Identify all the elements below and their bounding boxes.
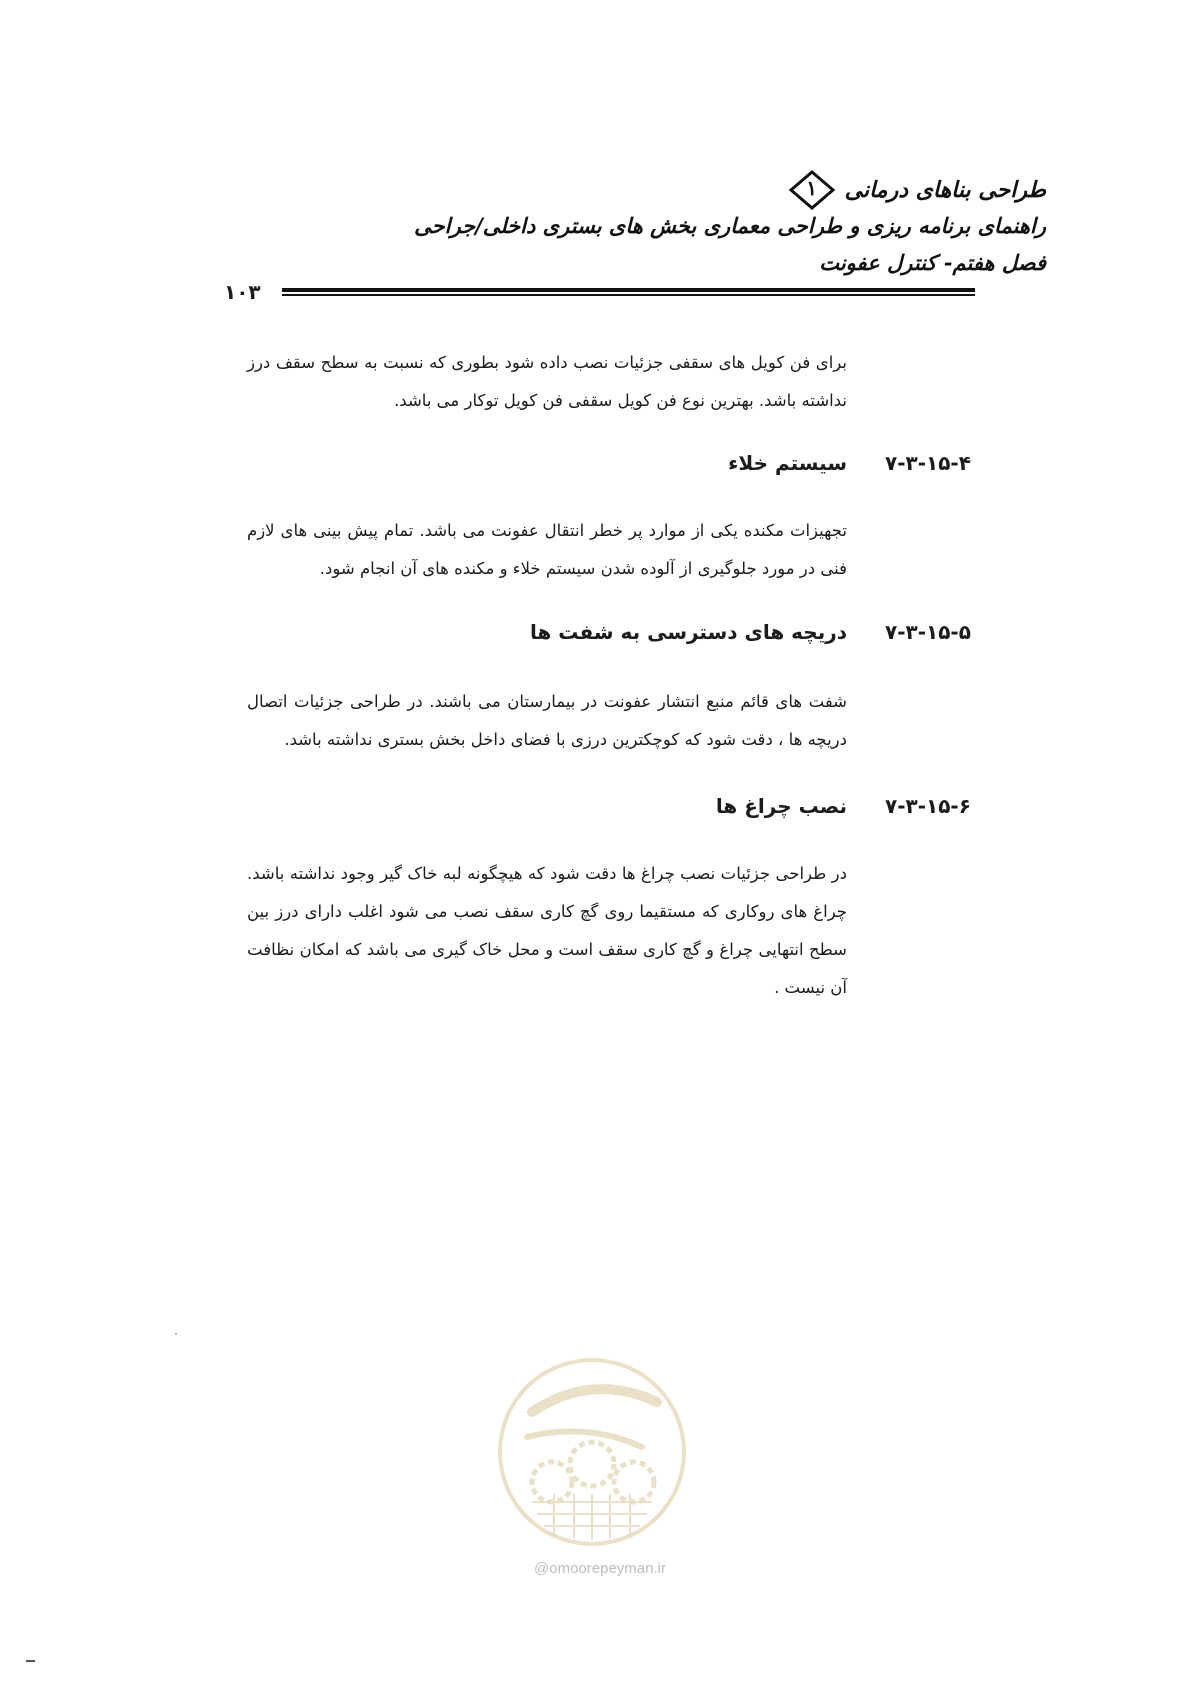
- section-title: نصب چراغ ها: [715, 794, 847, 818]
- series-title-line: [789, 170, 1046, 210]
- book-title: راهنمای برنامه ریزی و طراحی معماری بخش های بستری داخلی/جراحی: [414, 213, 1046, 238]
- volume-number: ۱: [806, 176, 817, 200]
- section-number: ۷-۳-۱۵-۵: [885, 620, 971, 644]
- header-rule-thick: [282, 288, 975, 292]
- volume-number-diamond: [789, 170, 835, 210]
- section-body: در طراحی جزئیات نصب چراغ ها دقت شود که هیچگونه لبه خاک گیر وجود نداشته باشد. چراغ های روکاری که مستقیما روی گچ کاری سقف نصب می شود اغلب دارای درز بین سطح انتهایی چراغ و گچ کاری سقف است و محل خاک گیری می باشد که امکان نظافت آن نیست .: [247, 864, 847, 997]
- scan-speck: [175, 1333, 177, 1335]
- section-body: شفت های قائم منبع انتشار عفونت در بیمارستان می باشند. در طراحی جزئیات اتصال دریچه ها ، دقت شود که کوچکترین درزی با فضای داخل بخش بستری نداشته باشد.: [247, 692, 847, 749]
- intro-paragraph: برای فن کویل های سقفی جزئیات نصب داده شود بطوری که نسبت به سطح سقف درز نداشته باشد. بهترین نوع فن کویل سقفی فن کویل توکار می باشد.: [247, 353, 847, 410]
- series-title: طراحی بناهای درمانی: [844, 177, 1046, 203]
- watermark-logo-icon: [492, 1352, 692, 1552]
- section-number: ۷-۳-۱۵-۶: [885, 794, 971, 818]
- scan-mark: [26, 1660, 35, 1662]
- chapter-title: فصل هفتم- کنترل عفونت: [819, 250, 1046, 275]
- page-number: ۱۰۳: [224, 280, 261, 304]
- header-rule-thin: [282, 294, 975, 296]
- section-number: ۷-۳-۱۵-۴: [885, 451, 971, 475]
- watermark-url: @omoorepeyman.ir: [534, 1560, 666, 1577]
- section-body: تجهیزات مکنده یکی از موارد پر خطر انتقال عفونت می باشد. تمام پیش بینی های لازم فنی در مورد جلوگیری از آلوده شدن سیستم خلاء و مکنده های آن انجام شود.: [247, 521, 847, 578]
- section-title: دریچه های دسترسی به شفت ها: [529, 620, 847, 644]
- section-title: سیستم خلاء: [728, 451, 847, 475]
